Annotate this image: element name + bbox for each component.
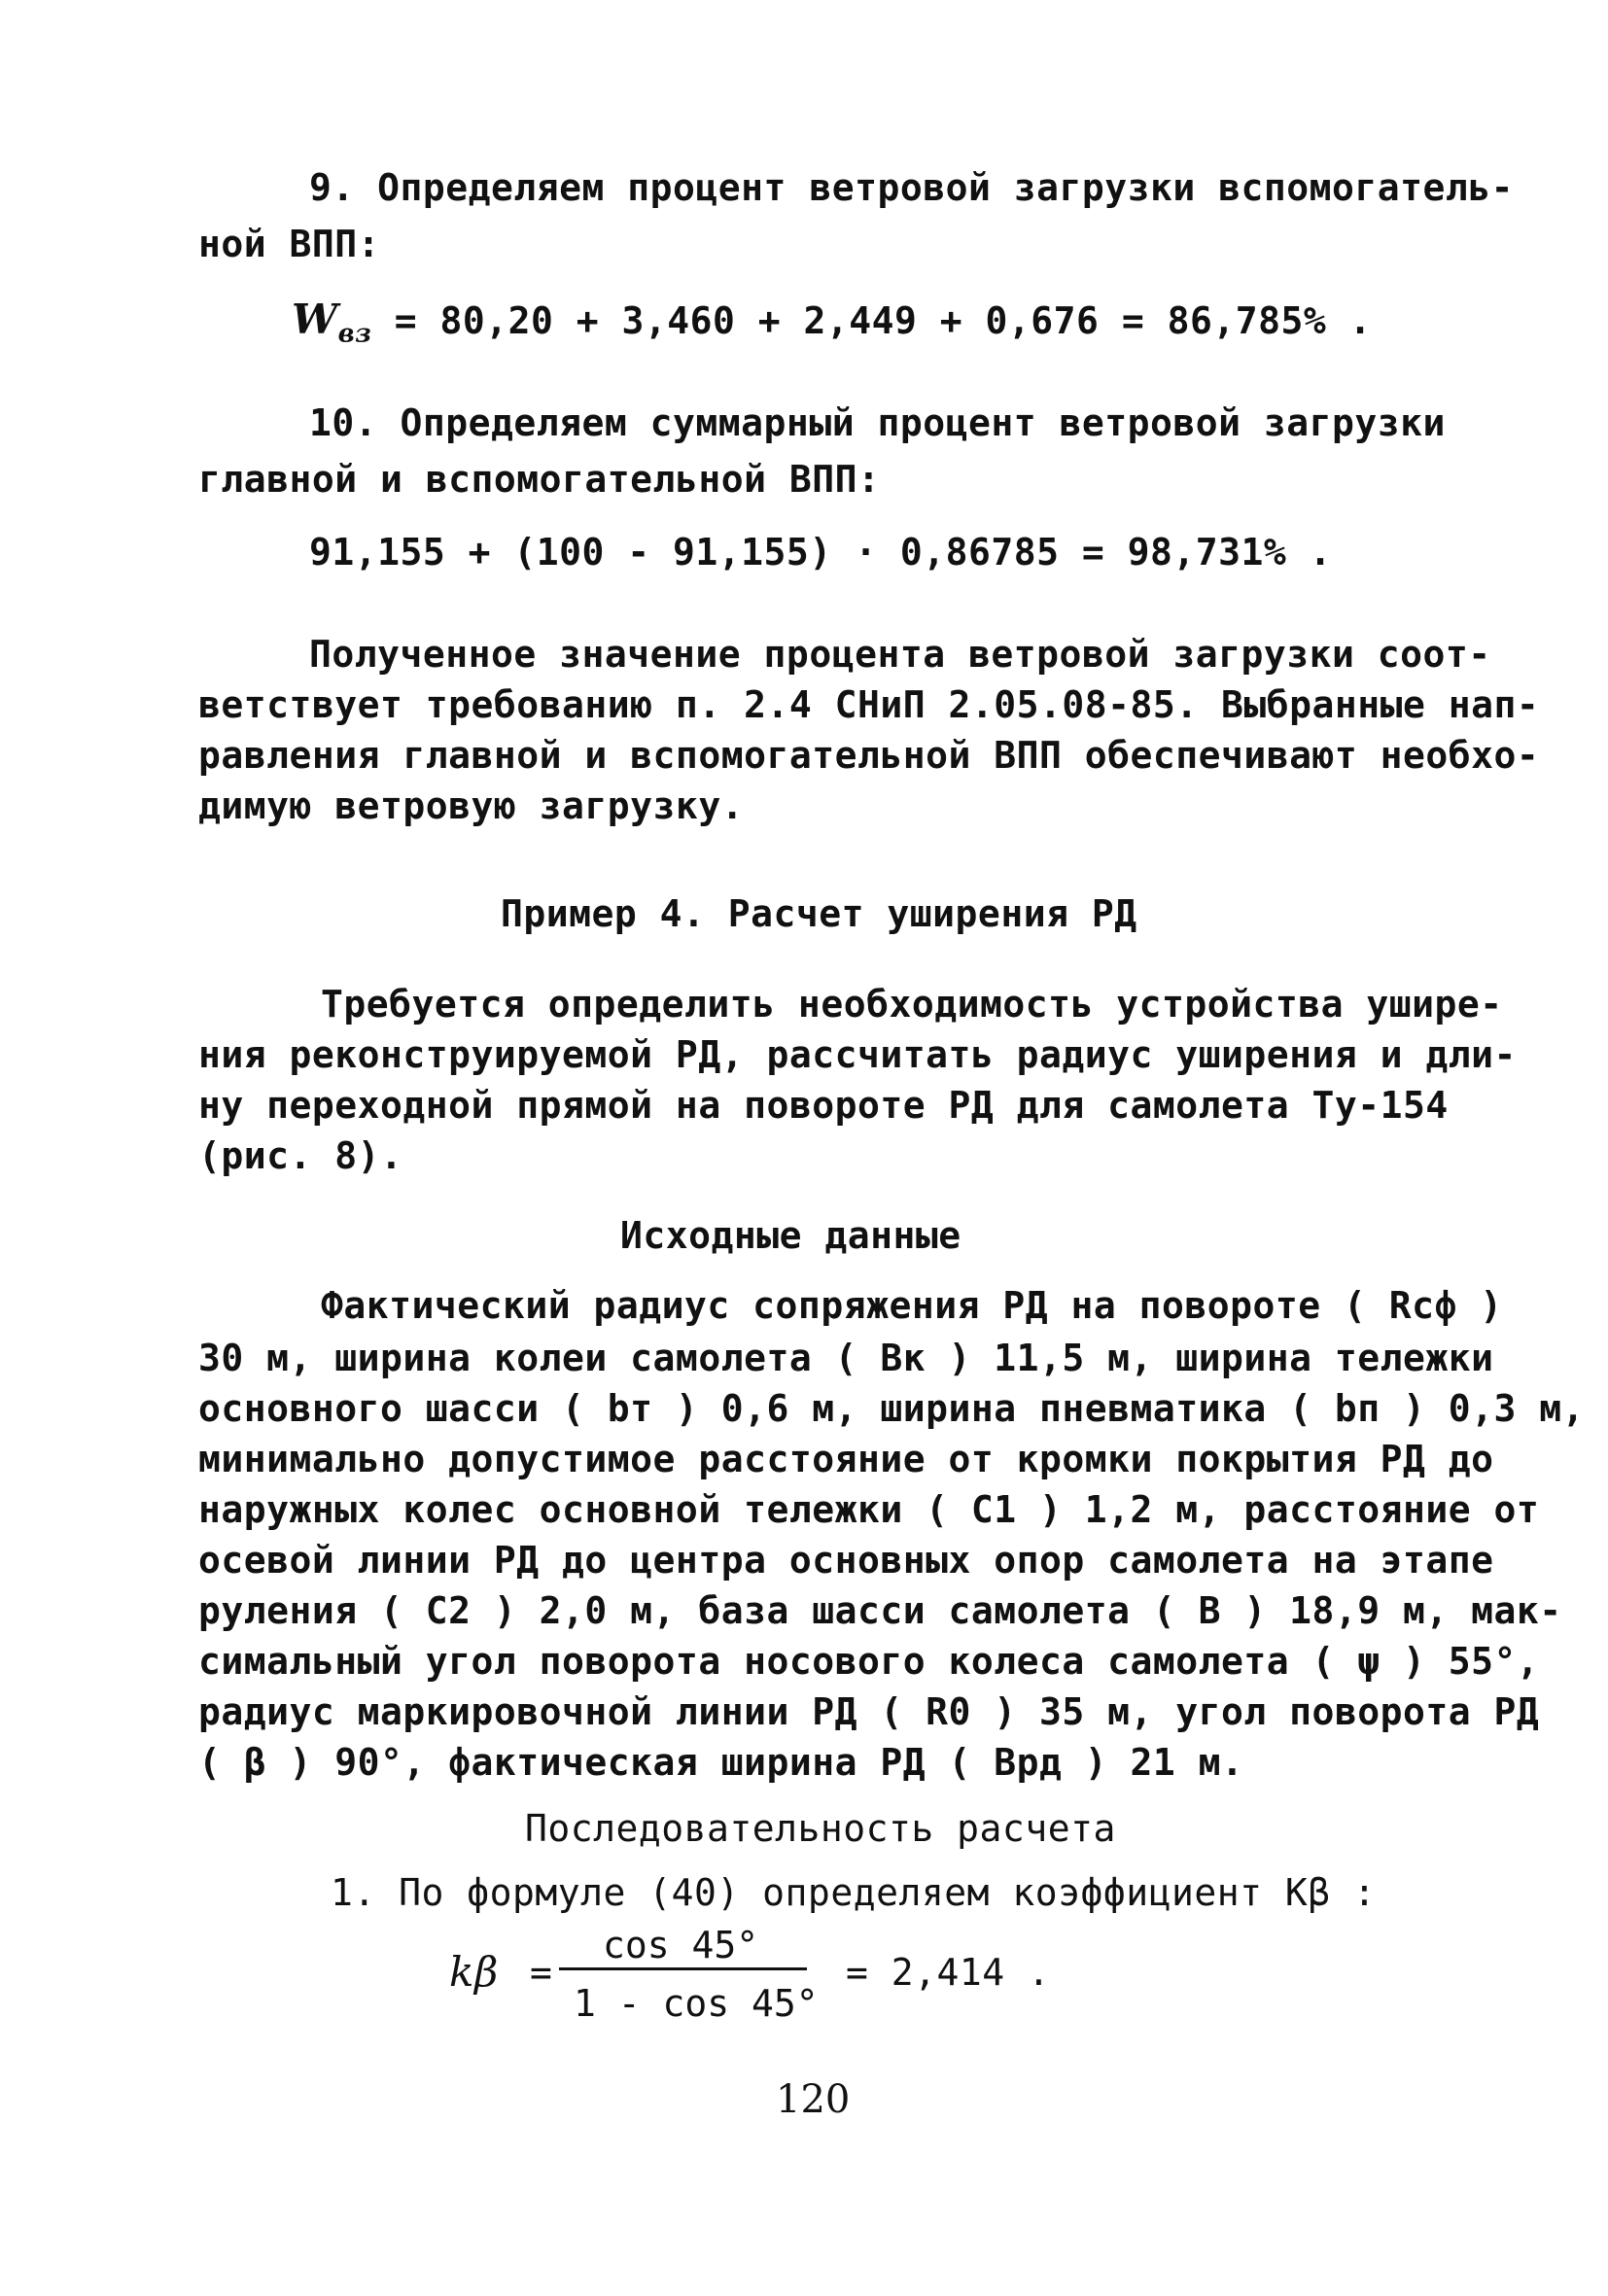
calc-heading: Последовательность расчета <box>525 1807 1116 1850</box>
s10-line2: главной и вспомогательной ВПП: <box>198 458 881 501</box>
para-result-line-3: равления главной и вспомогательной ВПП обеспечивают необхо- <box>198 734 1540 777</box>
kb-result: = 2,414 . <box>846 1951 1051 1994</box>
initial-data-line-5: наружных колес основной тележки ( C1 ) 1,2 м, расстояние от <box>198 1488 1540 1531</box>
initial-data-line-6: осевой линии РД до центра основных опор самолета на этапе <box>198 1539 1494 1582</box>
kb-fraction-line <box>559 1967 807 1970</box>
page-number: 120 <box>776 2077 851 2122</box>
para-result-line-2: ветствует требованию п. 2.4 СНиП 2.05.08-85. Выбранные нап- <box>198 683 1540 726</box>
s9-formula-rest: = 80,20 + 3,460 + 2,449 + 0,676 = 86,785% . <box>371 299 1372 342</box>
s9-formula <box>292 296 1372 349</box>
para-task-line-3: ну переходной прямой на повороте РД для самолета Ту-154 <box>198 1084 1449 1127</box>
initial-data-heading: Исходные данные <box>620 1214 961 1257</box>
initial-data-line-10: ( β ) 90°, фактическая ширина РД ( Bрд ) 21 м. <box>198 1741 1244 1784</box>
s9-formula-label: W <box>292 296 338 343</box>
example-heading: Пример 4. Расчет уширения РД <box>501 892 1137 935</box>
kb-denominator: 1 - cos 45° <box>574 1982 819 2025</box>
s10-line1: 10. Определяем суммарный процент ветровой загрузки <box>309 401 1446 444</box>
kb-numerator: cos 45° <box>603 1924 759 1966</box>
initial-data-line-3: основного шасси ( bт ) 0,6 м, ширина пневматика ( bп ) 0,3 м, <box>198 1387 1586 1430</box>
para-task-line-1: Требуется определить необходимость устройства уширe- <box>321 983 1503 1026</box>
s9-line1: 9. Определяем процент ветровой загрузки вспомогатель- <box>309 166 1515 209</box>
s9-formula-sub: вз <box>337 319 372 349</box>
initial-data-line-9: радиус маркировочной линии РД ( R0 ) 35 м, угол поворота РД <box>198 1690 1540 1733</box>
initial-data-line-1: Фактический радиус сопряжения РД на повороте ( Rcф ) <box>321 1284 1503 1327</box>
initial-data-line-8: симальный угол поворота носового колеса самолета ( ψ ) 55°, <box>198 1640 1540 1683</box>
para-result-line-1: Полученное значение процента ветровой загрузки соот- <box>309 633 1491 676</box>
kb-equals: = <box>530 1951 553 1994</box>
initial-data-line-7: руления ( C2 ) 2,0 м, база шасси самолета ( B ) 18,9 м, мак- <box>198 1589 1562 1632</box>
para-task-line-2: ния реконструируемой РД, рассчитать радиус уширения и дли- <box>198 1033 1517 1076</box>
para-task-line-4: (рис. 8). <box>198 1134 403 1177</box>
s10-formula: 91,155 + (100 - 91,155) · 0,86785 = 98,731% . <box>309 531 1333 574</box>
initial-data-line-2: 30 м, ширина колеи самолета ( Bк ) 11,5 м, ширина тележки <box>198 1337 1494 1379</box>
initial-data-line-4: минимально допустимое расстояние от кромки покрытия РД до <box>198 1438 1494 1480</box>
kb-label: kβ <box>449 1948 499 1996</box>
para-result-line-4: димую ветровую загрузку. <box>198 784 745 827</box>
s9-line2: ной ВПП: <box>198 223 381 265</box>
step-1: 1. По формуле (40) определяем коэффициент Kβ : <box>331 1871 1377 1914</box>
